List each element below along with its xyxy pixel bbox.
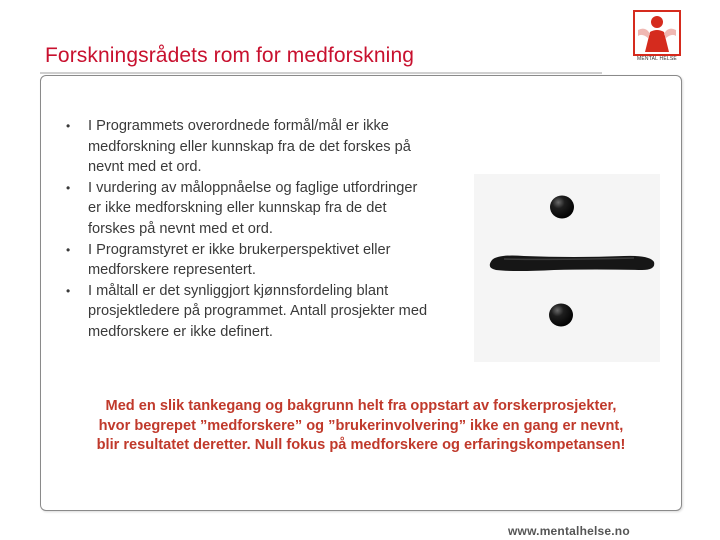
logo-label: MENTAL HELSE — [637, 56, 677, 62]
bullet-list — [66, 116, 476, 343]
bullet-dot: • — [66, 242, 71, 257]
summary-line: Med en slik tankegang og bakgrunn helt fra oppstart av forskerprosjekter, — [105, 398, 617, 414]
bullet-dot: • — [66, 283, 71, 298]
summary-line: blir resultatet deretter. Null fokus på medforskere og erfaringskompetansen! — [96, 437, 626, 453]
summary-statement — [54, 397, 668, 456]
bullet-line: forskes på nevnt med et ord. — [88, 220, 273, 237]
bullet-line: medforskere er ikke definert. — [88, 323, 273, 340]
list-item — [66, 240, 476, 281]
bullet-line: medforskning eller kunnskap fra de det forskes på — [88, 138, 411, 155]
bullet-dot: • — [66, 119, 71, 133]
bullet-line: I vurdering av måloppnåelse og faglige utfordringer — [88, 179, 418, 196]
bullet-line: nevnt med et ord. — [88, 159, 202, 176]
bullet-line: er ikke medforskning eller kunnskap fra de det — [88, 200, 387, 217]
bullet-line: I Programstyret er ikke brukerperspektivet eller — [88, 241, 391, 258]
title-divider — [40, 72, 602, 74]
list-item — [66, 178, 476, 240]
division-sign-icon — [474, 174, 660, 362]
summary-line: hvor begrepet ”medforskere” og ”brukerinvolvering” ikke en gang er nevnt, — [98, 417, 624, 434]
bullet-line: I måltall er det synliggjort kjønnsfordeling blant — [88, 282, 389, 299]
bullet-line: prosjektledere på programmet. Antall prosjekter med — [88, 303, 428, 320]
bullet-dot: • — [66, 180, 71, 195]
list-item — [66, 116, 476, 178]
bullet-line: I Programmets overordnede formål/mål er ikke — [88, 118, 389, 134]
bullet-line: medforskere representert. — [88, 262, 256, 279]
footer-url: www.mentalhelse.no — [508, 524, 630, 538]
slide-title: Forskningsrådets rom for medforskning — [45, 44, 415, 67]
list-item — [66, 281, 476, 343]
